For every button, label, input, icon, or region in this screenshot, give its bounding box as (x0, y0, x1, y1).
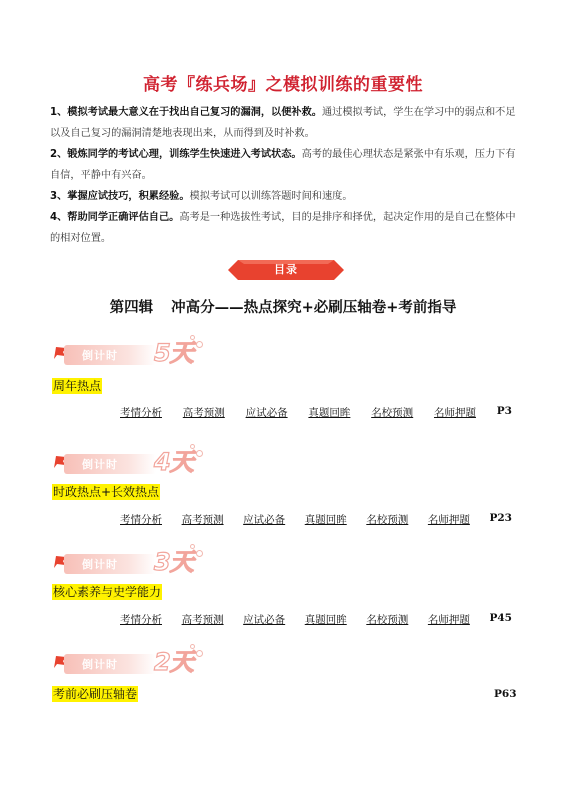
countdown-label: 倒计时 (82, 458, 118, 471)
point-4: 4、帮助同学正确评估自己。高考是一种选拔性考试，目的是排序和择优，起决定作用的是自己在整体中的相对位置。 (50, 212, 516, 244)
section-title-4[interactable]: 考前必刷压轴卷 (53, 687, 138, 701)
page-number: P63 (494, 688, 517, 700)
toc-banner (228, 258, 344, 282)
toc-link[interactable]: 考情分析 (120, 407, 162, 419)
toc-link[interactable]: 名师押题 (433, 407, 476, 419)
toc-link[interactable]: 应试必备 (243, 514, 286, 526)
point-2: 2、锻炼同学的考试心理，训练学生快速进入考试状态。高考的最佳心理状态是紧张中有乐观，压力下有自信，平静中有兴奋。 (50, 149, 516, 181)
page-number: P45 (489, 612, 512, 624)
point-3: 3、掌握应试技巧，积累经验。模拟考试可以训练答题时间和速度。 (50, 191, 353, 202)
countdown-badge-4 (48, 444, 208, 478)
section-items-3 (120, 612, 512, 627)
part-name: 冲高分——热点探究+必刷压轴卷+考前指导 (171, 299, 457, 316)
part-title (0, 296, 566, 317)
page-number: P23 (489, 512, 512, 524)
countdown-days: 4天 (154, 448, 193, 476)
section-title-3[interactable]: 核心素养与史学能力 (53, 585, 162, 599)
toc-label: 目录 (274, 263, 298, 276)
toc-link[interactable]: 高考预测 (181, 614, 224, 626)
toc-link[interactable]: 应试必备 (243, 614, 286, 626)
countdown-badge-5 (48, 335, 208, 369)
point-1: 1、模拟考试最大意义在于找出自己复习的漏洞，以便补救。通过模拟考试，学生在学习中的弱点和不足以及自己复习的漏洞清楚地表现出来，从而得到及时补救。 (50, 107, 516, 139)
toc-link[interactable]: 真题回眸 (304, 614, 347, 626)
countdown-days: 5天 (154, 339, 193, 367)
part-number: 第四辑 (109, 299, 154, 316)
toc-link[interactable]: 高考预测 (181, 514, 224, 526)
toc-link[interactable]: 名校预测 (371, 407, 414, 419)
section-items-1 (120, 405, 512, 420)
page-number: P3 (496, 405, 512, 417)
countdown-label: 倒计时 (82, 349, 118, 362)
countdown-badge-2 (48, 644, 208, 678)
toc-link[interactable]: 高考预测 (182, 407, 225, 419)
section-title-2[interactable]: 时政热点+长效热点 (53, 485, 160, 499)
toc-link[interactable]: 名师押题 (427, 614, 470, 626)
toc-link[interactable]: 名校预测 (366, 514, 409, 526)
toc-link[interactable]: 名师押题 (427, 514, 470, 526)
countdown-badge-3 (48, 544, 208, 578)
toc-link[interactable]: 考情分析 (120, 614, 162, 626)
countdown-label: 倒计时 (82, 558, 118, 571)
section-title-1[interactable]: 周年热点 (53, 379, 102, 393)
countdown-days: 3天 (154, 548, 193, 576)
importance-points (50, 102, 520, 249)
page-title: 高考『练兵场』之模拟训练的重要性 (143, 75, 423, 95)
toc-link[interactable]: 考情分析 (120, 514, 162, 526)
toc-link[interactable]: 名校预测 (366, 614, 409, 626)
section-items-2 (120, 512, 512, 527)
countdown-days: 2天 (154, 648, 193, 676)
toc-link[interactable]: 应试必备 (245, 407, 288, 419)
toc-link[interactable]: 真题回眸 (308, 407, 351, 419)
toc-link[interactable]: 真题回眸 (304, 514, 347, 526)
countdown-label: 倒计时 (82, 658, 118, 671)
